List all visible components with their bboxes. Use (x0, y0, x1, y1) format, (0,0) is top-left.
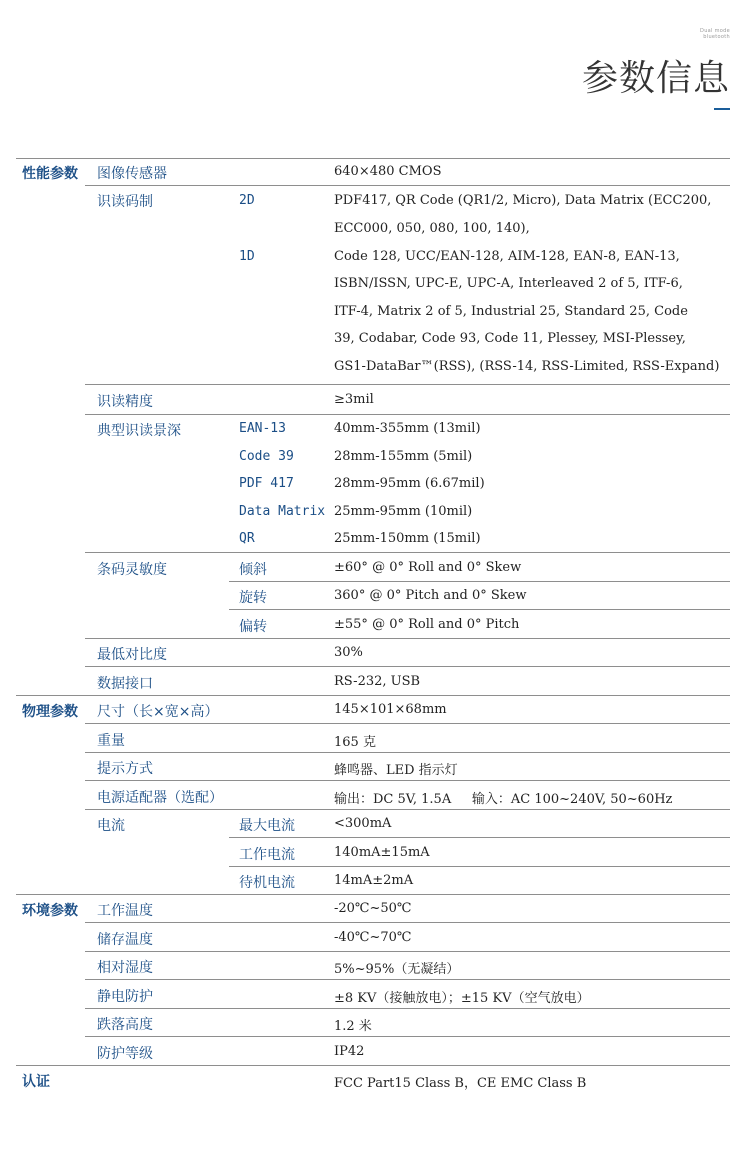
label-esd: 静电防护 (97, 989, 153, 1005)
section-divider (16, 1065, 730, 1066)
sub-dof-pdf417: PDF 417 (239, 476, 294, 491)
value-dimensions: 145×101×68mm (334, 702, 447, 717)
category-performance: 性能参数 (22, 166, 78, 182)
brand-watermark (690, 28, 730, 40)
sub-row-divider (229, 581, 730, 582)
value-operating-temp: -20℃~50℃ (334, 901, 412, 916)
value-sensitivity: 360° @ 0° Pitch and 0° Skew (334, 588, 527, 603)
sub-dof-datamatrix: Data Matrix (239, 504, 326, 519)
row-divider (85, 638, 730, 639)
row-divider (85, 809, 730, 810)
category-physical: 物理参数 (22, 704, 78, 720)
row-divider (85, 979, 730, 980)
label-drop-height: 跌落高度 (97, 1017, 153, 1033)
sub-working-current: 工作电流 (239, 847, 295, 863)
label-power-adapter: 电源适配器（选配） (97, 790, 223, 806)
watermark-line-1: Dual mode (700, 28, 730, 34)
row-divider (85, 1008, 730, 1009)
value-resolution: ≥3mil (334, 392, 374, 407)
label-dimensions: 尺寸（长×宽×高） (97, 704, 219, 720)
row-divider (85, 723, 730, 724)
value-drop-height: 1.2 米 (334, 1019, 372, 1034)
value-image-sensor: 640×480 CMOS (334, 164, 442, 179)
value-1d-line: Code 128, UCC/EAN-128, AIM-128, EAN-8, EAN-13, (334, 249, 680, 264)
category-environment: 环境参数 (22, 903, 78, 919)
row-divider (85, 752, 730, 753)
value-2d-line: PDF417, QR Code (QR1/2, Micro), Data Matrix (ECC200, (334, 193, 712, 208)
sub-1d: 1D (239, 249, 255, 264)
value-weight: 165 克 (334, 735, 376, 750)
sub-max-current: 最大电流 (239, 818, 295, 834)
value-sensitivity: ±55° @ 0° Roll and 0° Pitch (334, 617, 520, 632)
row-divider (85, 922, 730, 923)
label-interface: 数据接口 (97, 676, 153, 692)
row-divider (85, 552, 730, 553)
row-divider (85, 780, 730, 781)
value-current: 14mA±2mA (334, 873, 414, 888)
sub-row-divider (229, 837, 730, 838)
sub-row-divider (229, 866, 730, 867)
sub-row-divider (229, 609, 730, 610)
label-image-sensor: 图像传感器 (97, 166, 167, 182)
value-interface: RS-232, USB (334, 674, 421, 689)
label-storage-temp: 储存温度 (97, 932, 153, 948)
value-dof: 40mm-355mm (13mil) (334, 421, 481, 436)
label-depth-of-field: 典型识读景深 (97, 423, 181, 439)
value-2d-line: ECC000, 050, 080, 100, 140), (334, 221, 530, 236)
value-storage-temp: -40℃~70℃ (334, 930, 412, 945)
value-1d-line: GS1-DataBar™(RSS), (RSS-14, RSS-Limited, RSS-Expand) (334, 359, 720, 374)
value-1d-line: ITF-4, Matrix 2 of 5, Industrial 25, Standard 25, Code (334, 304, 688, 319)
page-title: 参数信息 (581, 58, 730, 99)
label-humidity: 相对湿度 (97, 960, 153, 976)
label-ip-rating: 防护等级 (97, 1046, 153, 1062)
label-resolution: 识读精度 (97, 394, 153, 410)
value-dof: 28mm-95mm (6.67mil) (334, 476, 485, 491)
title-underline (714, 108, 730, 110)
value-sensitivity: ±60° @ 0° Roll and 0° Skew (334, 560, 522, 575)
row-divider (85, 185, 730, 186)
row-divider (85, 951, 730, 952)
value-1d-line: 39, Codabar, Code 93, Code 11, Plessey, MSI-Plessey, (334, 331, 686, 346)
value-current: <300mA (334, 816, 392, 831)
category-certification: 认证 (22, 1074, 50, 1090)
row-divider (85, 414, 730, 415)
value-1d-line: ISBN/ISSN, UPC-E, UPC-A, Interleaved 2 of 5, ITF-6, (334, 276, 683, 291)
value-certification: FCC Part15 Class B，CE EMC Class B (334, 1076, 587, 1091)
label-operating-temp: 工作温度 (97, 903, 153, 919)
label-symbologies: 识读码制 (97, 194, 153, 210)
value-esd: ±8 KV（接触放电）；±15 KV（空气放电） (334, 991, 590, 1006)
label-contrast: 最低对比度 (97, 647, 167, 663)
value-dof: 28mm-155mm (5mil) (334, 449, 473, 464)
section-divider (16, 695, 730, 696)
row-divider (85, 666, 730, 667)
sub-dof-code39: Code 39 (239, 449, 294, 464)
sub-rotation: 旋转 (239, 590, 267, 606)
label-current: 电流 (97, 818, 125, 834)
row-divider (85, 384, 730, 385)
sub-standby-current: 待机电流 (239, 875, 295, 891)
sub-dof-ean13: EAN-13 (239, 421, 286, 436)
value-dof: 25mm-150mm (15mil) (334, 531, 481, 546)
value-contrast: 30% (334, 645, 363, 660)
sub-skew: 倾斜 (239, 562, 267, 578)
watermark-line-2: bluetooth (703, 34, 730, 40)
table-top-border (16, 158, 730, 159)
value-power-adapter: 输出：DC 5V, 1.5A 输入：AC 100~240V, 50~60Hz (334, 792, 673, 807)
row-divider (85, 1036, 730, 1037)
value-dof: 25mm-95mm (10mil) (334, 504, 473, 519)
value-current: 140mA±15mA (334, 845, 430, 860)
value-indication: 蜂鸣器、LED 指示灯 (334, 763, 458, 778)
sub-pitch: 偏转 (239, 619, 267, 635)
label-sensitivity: 条码灵敏度 (97, 562, 167, 578)
sub-dof-qr: QR (239, 531, 255, 546)
label-weight: 重量 (97, 733, 125, 749)
section-divider (16, 894, 730, 895)
value-ip-rating: IP42 (334, 1044, 365, 1059)
sub-2d: 2D (239, 193, 255, 208)
label-indication: 提示方式 (97, 761, 153, 777)
value-humidity: 5%~95%（无凝结） (334, 962, 460, 977)
